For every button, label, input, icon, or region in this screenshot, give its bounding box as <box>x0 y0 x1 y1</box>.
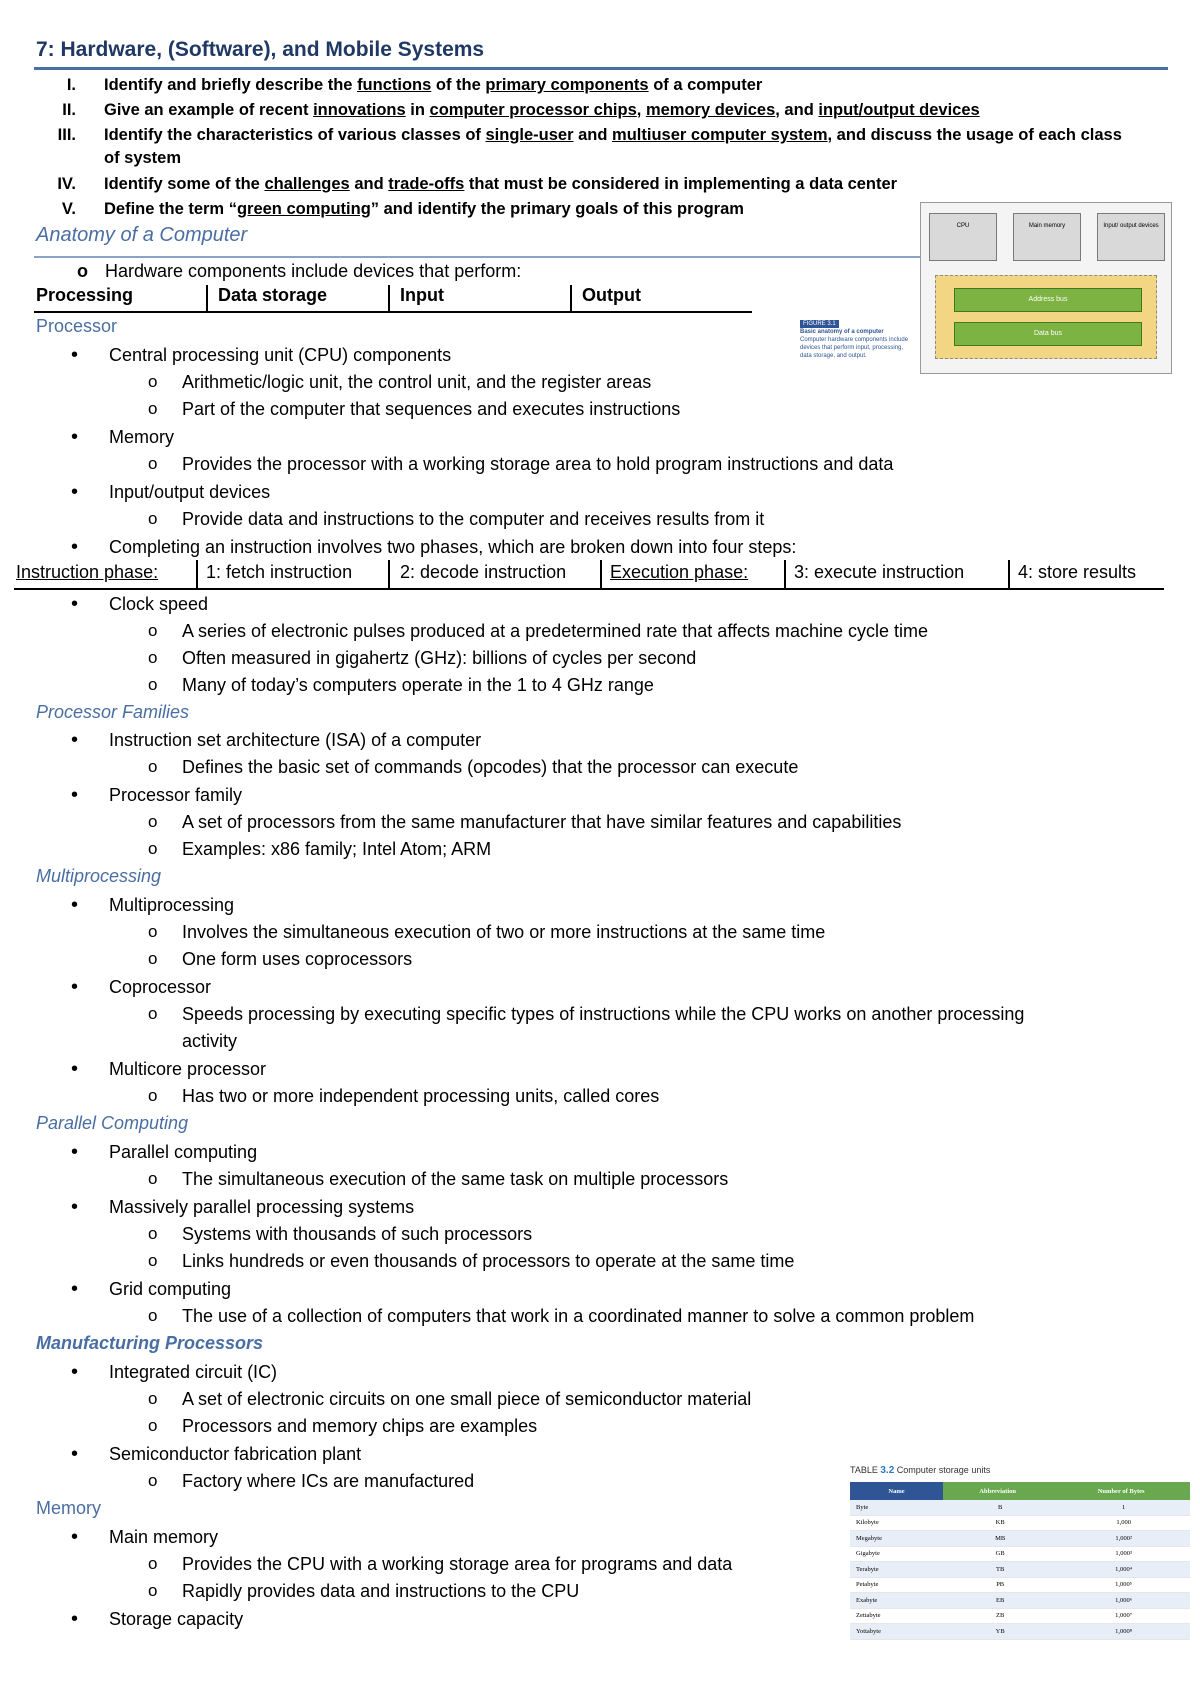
table-cell: Byte <box>850 1500 943 1515</box>
table-cell: Gigabyte <box>850 1546 943 1562</box>
objective-item <box>36 99 980 121</box>
table-caption <box>850 1465 1190 1476</box>
objective-text: , and discuss the usage of each class <box>827 126 1122 144</box>
list-item: • Processor family <box>109 783 242 807</box>
table-header-cell: Abbreviation <box>943 1482 1052 1500</box>
heading-parallel-computing: Parallel Computing <box>36 1113 189 1133</box>
table-header-cell: Number of Bytes <box>1052 1482 1190 1500</box>
list-item: • Memory <box>109 425 174 449</box>
hardware-line-text: Hardware components include devices that perform: <box>105 261 522 281</box>
list-item: o Has two or more independent processing units, called cores <box>182 1084 659 1108</box>
table-row <box>850 1500 1190 1515</box>
table-cell: 1,000² <box>1052 1531 1190 1547</box>
cell-divider <box>206 285 208 311</box>
objective-text: , and <box>775 101 819 119</box>
table-row <box>850 1515 1190 1531</box>
list-item: o Processors and memory chips are examples <box>182 1414 537 1438</box>
data-bus: Data bus <box>954 322 1142 346</box>
bus-area <box>935 275 1157 359</box>
list-item: o Provide data and instructions to the computer and receives results from it <box>182 507 764 531</box>
objective-keyword: single-user <box>485 126 574 144</box>
list-item: o A set of electronic circuits on one small piece of semiconductor material <box>182 1387 751 1411</box>
table-caption-number: 3.2 <box>880 1465 895 1476</box>
hardware-functions-table <box>34 285 752 313</box>
table-cell: GB <box>943 1546 1052 1562</box>
list-item: • Massively parallel processing systems <box>109 1195 414 1219</box>
list-item: • Input/output devices <box>109 480 270 504</box>
objective-text: of the <box>431 76 486 94</box>
list-item: o Part of the computer that sequences and executes instructions <box>182 397 680 421</box>
table-header-cell: Name <box>850 1482 943 1500</box>
objective-keyword: green computing <box>236 200 371 218</box>
cell-divider <box>570 285 572 311</box>
list-item: o Provides the processor with a working storage area to hold program instructions and data <box>182 452 893 476</box>
table-cell: YB <box>943 1624 1052 1640</box>
list-item: o Rapidly provides data and instructions to the CPU <box>182 1579 579 1603</box>
list-item: o Often measured in gigahertz (GHz): billions of cycles per second <box>182 646 696 670</box>
list-item: o Involves the simultaneous execution of two or more instructions at the same time <box>182 920 825 944</box>
cell-divider <box>196 560 198 588</box>
figure-caption-text: Computer hardware components include devices that perform input, processing, data storage, and output. <box>800 337 909 359</box>
objective-keyword: primary components <box>485 76 649 94</box>
list-item: • Central processing unit (CPU) components <box>109 343 451 367</box>
cell-processing: Processing <box>36 285 134 305</box>
figure-caption-title: Basic anatomy of a computer <box>800 329 884 335</box>
list-item: • Semiconductor fabrication plant <box>109 1442 361 1466</box>
table-row <box>850 1531 1190 1547</box>
bullet-o: o <box>77 261 88 281</box>
table-cell: Yottabyte <box>850 1624 943 1640</box>
cell-output: Output <box>582 285 641 305</box>
table-row <box>850 1562 1190 1578</box>
cell-divider <box>784 560 786 588</box>
objective-text: in <box>405 101 430 119</box>
list-item: o The use of a collection of computers that work in a coordinated manner to solve a common problem <box>182 1304 974 1328</box>
cell-input: Input <box>400 285 444 305</box>
table-cell: PB <box>943 1577 1052 1593</box>
list-item: o The simultaneous execution of the same task on multiple processors <box>182 1167 728 1191</box>
objective-number: III. <box>57 126 76 144</box>
table-cell: TB <box>943 1562 1052 1578</box>
list-item: o Arithmetic/logic unit, the control unit, and the register areas <box>182 370 651 394</box>
objective-text: ” and identify the primary goals of this program <box>370 200 744 218</box>
cell-decode: 2: decode instruction <box>400 562 567 582</box>
list-item: o Speeds processing by executing specific types of instructions while the CPU works on another processing <box>182 1002 1024 1026</box>
list-item: • Multiprocessing <box>109 893 234 917</box>
title-rule <box>34 67 1168 70</box>
heading-processor: Processor <box>36 316 118 336</box>
objective-text: Define the term “ <box>104 200 237 218</box>
objective-text: and <box>573 126 613 144</box>
objective-text: of a computer <box>648 76 763 94</box>
main-memory-box: Main memory <box>1013 213 1081 261</box>
table-row <box>850 1577 1190 1593</box>
cell-divider <box>600 560 602 588</box>
storage-units-table-figure <box>850 1465 1190 1640</box>
table-cell: Terabyte <box>850 1562 943 1578</box>
objective-text: that must be considered in implementing a data center <box>464 175 898 193</box>
cell-divider <box>388 560 390 588</box>
heading-processor-families: Processor Families <box>36 702 190 722</box>
cell-instruction-phase: Instruction phase: <box>16 562 159 582</box>
objective-keyword: functions <box>357 76 432 94</box>
list-item: o Defines the basic set of commands (opcodes) that the processor can execute <box>182 755 798 779</box>
objective-text: , <box>636 101 646 119</box>
objective-continuation: of system <box>104 149 182 167</box>
objective-keyword: input/output devices <box>818 101 980 119</box>
heading-multiprocessing: Multiprocessing <box>36 866 162 886</box>
list-item: • Coprocessor <box>109 975 211 999</box>
table-cell: EB <box>943 1593 1052 1609</box>
list-item: o A set of processors from the same manufacturer that have similar features and capabilities <box>182 810 901 834</box>
table-cell: 1,000⁴ <box>1052 1562 1190 1578</box>
computer-anatomy-figure <box>920 202 1172 374</box>
table-cell: 1,000⁷ <box>1052 1608 1190 1624</box>
objective-keyword: challenges <box>264 175 350 193</box>
table-cell: 1,000³ <box>1052 1546 1190 1562</box>
list-item: • Integrated circuit (IC) <box>109 1360 277 1384</box>
list-item: • Grid computing <box>109 1277 231 1301</box>
list-item: o Many of today’s computers operate in the 1 to 4 GHz range <box>182 673 654 697</box>
address-bus: Address bus <box>954 288 1142 312</box>
objective-keyword: multiuser computer system <box>612 126 828 144</box>
objective-text: and <box>349 175 389 193</box>
table-cell: KB <box>943 1515 1052 1531</box>
page-title: 7: Hardware, (Software), and Mobile Systems <box>36 38 485 61</box>
list-item: • Clock speed <box>109 592 208 616</box>
instruction-phases-table <box>14 560 1164 590</box>
objective-number: IV. <box>57 175 76 193</box>
cell-data-storage: Data storage <box>218 285 328 305</box>
objective-number: II. <box>62 101 76 119</box>
list-item: • Multicore processor <box>109 1057 266 1081</box>
table-caption-title: Computer storage units <box>896 1465 991 1475</box>
table-cell: Zettabyte <box>850 1608 943 1624</box>
table-cell: Megabyte <box>850 1531 943 1547</box>
list-item: o Links hundreds or even thousands of processors to operate at the same time <box>182 1249 794 1273</box>
list-item: • Completing an instruction involves two phases, which are broken down into four steps: <box>109 535 796 559</box>
objective-item <box>36 173 897 195</box>
list-item: • Instruction set architecture (ISA) of a computer <box>109 728 481 752</box>
heading-memory: Memory <box>36 1498 102 1518</box>
list-item: o Examples: x86 family; Intel Atom; ARM <box>182 837 491 861</box>
cell-store: 4: store results <box>1018 562 1137 582</box>
table-cell: Exabyte <box>850 1593 943 1609</box>
heading-anatomy: Anatomy of a Computer <box>36 224 248 246</box>
table-cell: 1,000⁵ <box>1052 1577 1190 1593</box>
figure-caption-tag: FIGURE 3.1 <box>800 320 839 328</box>
table-cell: MB <box>943 1531 1052 1547</box>
list-item: • Main memory <box>109 1525 218 1549</box>
list-item: • Parallel computing <box>109 1140 257 1164</box>
table-cell: ZB <box>943 1608 1052 1624</box>
heading-manufacturing-processors: Manufacturing Processors <box>36 1333 264 1353</box>
list-item: • Storage capacity <box>109 1607 243 1631</box>
storage-units-table <box>850 1482 1190 1640</box>
objective-number: V. <box>61 200 76 218</box>
list-item: o Factory where ICs are manufactured <box>182 1469 474 1493</box>
io-devices-box: Input/ output devices <box>1097 213 1165 261</box>
table-row <box>850 1593 1190 1609</box>
cell-divider <box>1008 560 1010 588</box>
objective-text: Identify some of the <box>104 175 265 193</box>
list-item: o A series of electronic pulses produced at a predetermined rate that affects machine cycle time <box>182 619 928 643</box>
objective-keyword: computer processor chips <box>429 101 637 119</box>
objective-item <box>36 124 1122 146</box>
table-cell: Kilobyte <box>850 1515 943 1531</box>
objective-keyword: innovations <box>313 101 406 119</box>
table-caption-label: TABLE <box>850 1465 878 1475</box>
table-cell: Petabyte <box>850 1577 943 1593</box>
cell-fetch: 1: fetch instruction <box>206 562 353 582</box>
table-cell: B <box>943 1500 1052 1515</box>
cell-execution-phase: Execution phase: <box>610 562 749 582</box>
table-row <box>850 1546 1190 1562</box>
table-cell: 1,000⁸ <box>1052 1624 1190 1640</box>
table-row <box>850 1624 1190 1640</box>
cell-divider <box>388 285 390 311</box>
hardware-line <box>77 259 522 283</box>
cell-execute: 3: execute instruction <box>794 562 965 582</box>
objective-item <box>36 74 762 96</box>
table-cell: 1 <box>1052 1500 1190 1515</box>
objective-keyword: memory devices <box>645 101 776 119</box>
figure-caption <box>800 320 912 360</box>
objective-text: Give an example of recent <box>104 101 314 119</box>
objective-item <box>36 198 744 220</box>
list-item: o One form uses coprocessors <box>182 947 412 971</box>
list-item: o Provides the CPU with a working storage area for programs and data <box>182 1552 732 1576</box>
objective-text: Identify the characteristics of various classes of <box>104 126 486 144</box>
objective-keyword: trade-offs <box>388 175 465 193</box>
cpu-box: CPU <box>929 213 997 261</box>
objective-text: Identify and briefly describe the <box>104 76 358 94</box>
list-item-continuation: activity <box>182 1031 238 1051</box>
table-row <box>850 1608 1190 1624</box>
list-item: o Systems with thousands of such processors <box>182 1222 532 1246</box>
objective-number: I. <box>66 76 76 94</box>
table-cell: 1,000 <box>1052 1515 1190 1531</box>
table-cell: 1,000⁶ <box>1052 1593 1190 1609</box>
